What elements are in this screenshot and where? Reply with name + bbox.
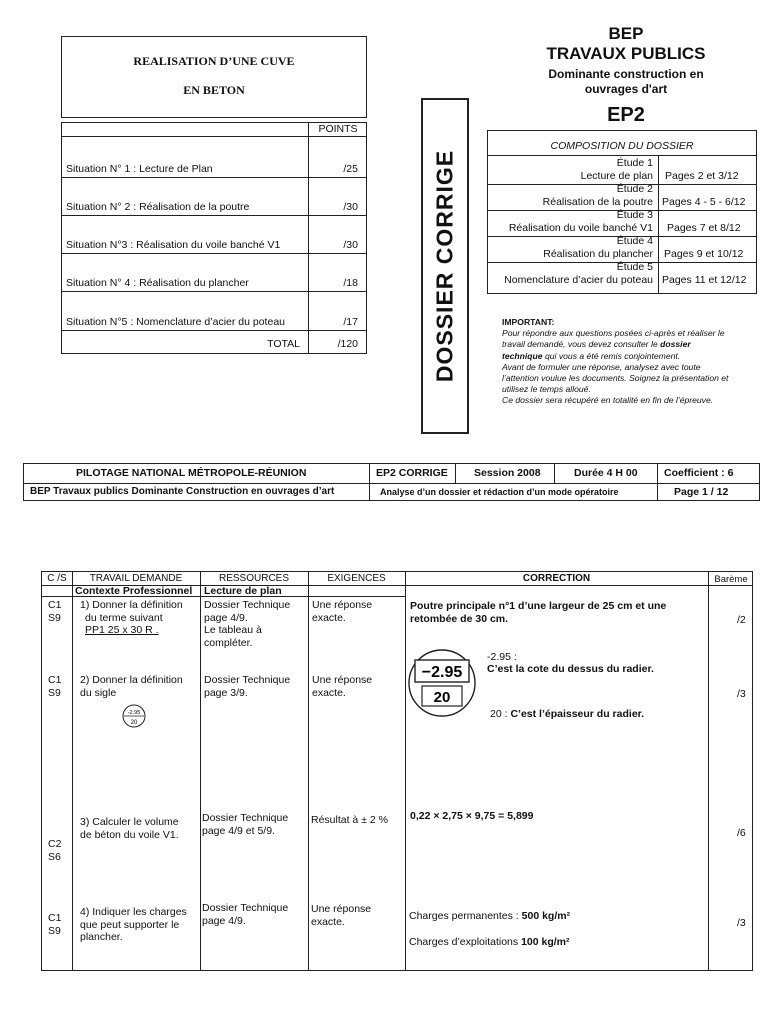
points-row-label: Situation N°5 : Nomenclature d’acier du poteau (66, 316, 285, 328)
travaux-publics-title: TRAVAUX PUBLICS (546, 44, 706, 63)
etude-number: Étude 5 (616, 261, 653, 273)
points-header: POINTS (318, 123, 358, 135)
footer-bar (23, 463, 760, 501)
large-level-sigle-icon (408, 647, 476, 719)
points-row-value: /30 (343, 239, 358, 251)
header-ressources: RESSOURCES (218, 573, 289, 584)
ep2-title: EP2 (607, 104, 645, 126)
title-line-1: REALISATION D’UNE CUVE (133, 54, 295, 68)
q2-ressources: Dossier Technique page 3/9. (204, 674, 291, 699)
large-sigle-bottom: 20 (433, 689, 451, 706)
total-label: TOTAL (267, 338, 300, 350)
etude-pages: Pages 9 et 10/12 (664, 248, 744, 260)
q3-correction: 0,22 × 2,75 × 9,75 = 5,899 (410, 810, 534, 822)
points-row-label: Situation N° 2 : Réalisation de la poutre (66, 201, 250, 213)
etude-pages: Pages 4 - 5 - 6/12 (662, 196, 746, 208)
etude-number: Étude 4 (616, 235, 653, 247)
lecture-de-plan: Lecture de plan (204, 585, 282, 597)
bep-line-label: BEP Travaux publics Dominante Construction en ouvrages d’art (30, 486, 335, 497)
analyse-label: Analyse d’un dossier et rédaction d’un mode opératoire (380, 487, 619, 497)
header-exigences: EXIGENCES (327, 573, 386, 584)
important-paragraph-3: Ce dossier sera récupéré en totalité en fin de l’épreuve. (502, 395, 714, 406)
q3-cs: C2 S6 (48, 838, 62, 863)
points-row-value: /17 (343, 316, 358, 328)
points-row-value: /25 (343, 163, 358, 175)
q2-exigences: Une réponse exacte. (312, 674, 373, 699)
dossier-corrige-box (421, 98, 469, 434)
q1-bareme: /2 (737, 614, 746, 626)
small-sigle-bottom: 20 (130, 720, 138, 726)
contexte-professionnel: Contexte Professionnel (75, 585, 193, 597)
q3-ressources: Dossier Technique page 4/9 et 5/9. (202, 812, 289, 837)
important-heading: IMPORTANT: (502, 317, 555, 327)
q4-cs: C1 S9 (48, 912, 62, 937)
q2-travail: 2) Donner la définition du sigle (80, 674, 183, 699)
q3-travail: 3) Calculer le volume de béton du voile V1. (80, 816, 179, 841)
etude-number: Étude 2 (616, 183, 653, 195)
header-correction: CORRECTION (522, 573, 591, 584)
points-row-value: /30 (343, 201, 358, 213)
composition-box (487, 130, 757, 294)
q2-cs: C1 S9 (48, 674, 62, 699)
etude-number: Étude 3 (616, 209, 653, 221)
ep2-corrige-label: EP2 CORRIGE (376, 467, 448, 479)
important-paragraph-1: Pour répondre aux questions posées ci-après et réaliser le travail demandé, vous devez consulter le dossier technique qui vous a été remis conjointement. (502, 328, 725, 361)
etude-label: Réalisation du plancher (543, 248, 653, 260)
q4-correction-a: Charges permanentes : 500 kg/m² (409, 910, 571, 922)
page-number: Page 1 / 12 (674, 486, 729, 498)
small-level-sigle-icon (122, 702, 146, 730)
q1-correction: Poutre principale n°1 d’une largeur de 25 cm et une retombée de 30 cm. (410, 600, 667, 625)
pilotage-label: PILOTAGE NATIONAL MÉTROPOLE-RÉUNION (76, 467, 307, 479)
etude-pages: Pages 11 et 12/12 (662, 274, 747, 286)
session-label: Session 2008 (474, 467, 541, 479)
header-cs: C /S (47, 573, 67, 584)
q4-travail: 4) Indiquer les charges que peut supporter le plancher. (80, 906, 187, 943)
title-box (61, 36, 367, 118)
large-sigle-top: −2.95 (421, 664, 463, 681)
bep-title: BEP (608, 24, 644, 43)
q1-exigences: Une réponse exacte. (312, 599, 373, 624)
points-row-value: /18 (343, 277, 358, 289)
total-value: /120 (337, 338, 358, 350)
etude-label: Réalisation du voile banché V1 (508, 222, 653, 234)
duree-label: Durée 4 H 00 (574, 467, 638, 479)
etude-number: Étude 1 (616, 157, 653, 169)
dominante-line-1: Dominante construction en (548, 67, 704, 81)
q4-exigences: Une réponse exacte. (311, 903, 372, 928)
etude-label: Nomenclature d’acier du poteau (504, 274, 653, 286)
correction-table (41, 571, 753, 971)
dominante-line-2: ouvrages d'art (584, 82, 668, 96)
points-row-label: Situation N°3 : Réalisation du voile banché V1 (66, 239, 281, 251)
q1-ressources: Dossier Technique page 4/9. Le tableau à compléter. (204, 599, 291, 649)
q4-ressources: Dossier Technique page 4/9. (202, 902, 289, 927)
q4-correction-b: Charges d’exploitations 100 kg/m² (409, 936, 570, 948)
q1-travail: 1) Donner la définition du terme suivant PP1 25 x 30 R . (80, 599, 183, 636)
etude-label: Réalisation de la poutre (542, 196, 653, 208)
header-travail: TRAVAIL DEMANDE (89, 573, 183, 584)
etude-label: Lecture de plan (580, 170, 653, 182)
q4-bareme: /3 (737, 917, 746, 929)
small-sigle-top: -2.95 (127, 710, 141, 716)
q2-correction-c: 20 : C’est l’épaisseur du radier. (490, 708, 645, 720)
q2-bareme: /3 (737, 688, 746, 700)
coefficient-label: Coefficient : 6 (664, 467, 734, 479)
points-row-label: Situation N° 4 : Réalisation du plancher (66, 277, 249, 289)
q2-correction-b: C’est la cote du dessus du radier. (487, 663, 654, 675)
important-paragraph-2: Avant de formuler une réponse, analysez avec toute l’attention voulue les documents. Soignez la présentation et utilisez le temps alloué. (502, 361, 729, 395)
q2-correction-a: -2.95 : (487, 651, 517, 663)
etude-pages: Pages 2 et 3/12 (665, 170, 739, 182)
points-table (61, 122, 367, 354)
composition-title: COMPOSITION DU DOSSIER (550, 140, 694, 152)
etude-pages: Pages 7 et 8/12 (667, 222, 741, 234)
title-line-2: EN BETON (183, 83, 245, 97)
points-row-label: Situation N° 1 : Lecture de Plan (66, 163, 213, 175)
q3-bareme: /6 (737, 827, 746, 839)
header-bareme: Barème (714, 574, 748, 585)
important-note (502, 317, 730, 407)
q1-cs: C1 S9 (48, 599, 62, 624)
q3-exigences: Résultat à ± 2 % (311, 814, 388, 826)
dossier-corrige-label: DOSSIER CORRIGE (431, 149, 458, 383)
